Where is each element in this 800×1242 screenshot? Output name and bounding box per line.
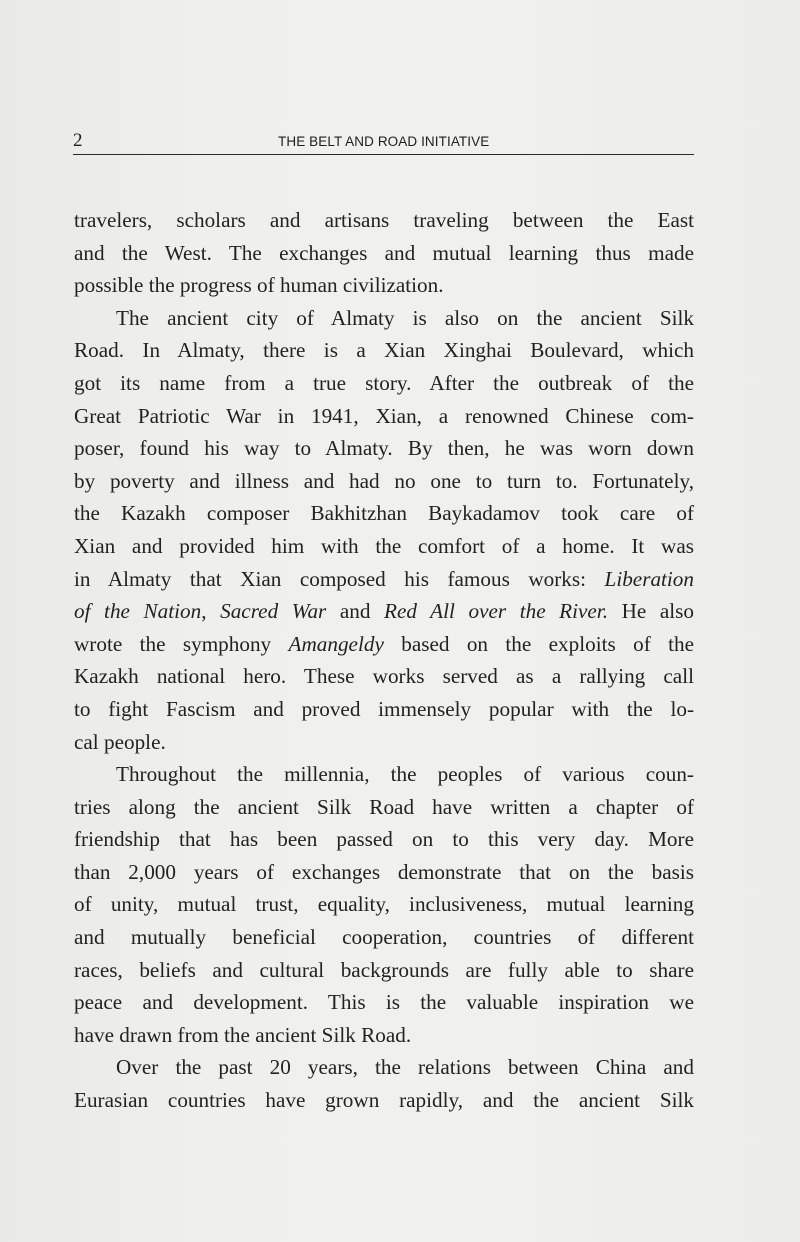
text-line: to fight Fascism and proved immensely popular with the lo- xyxy=(74,696,694,721)
text-line: Great Patriotic War in 1941, Xian, a renowned Chinese com- xyxy=(74,403,694,428)
text-line: the Kazakh composer Bakhitzhan Baykadamov took care of xyxy=(74,501,694,526)
text-line: Road. In Almaty, there is a Xian Xinghai Boulevard, which xyxy=(74,338,694,363)
text-line: poser, found his way to Almaty. By then, he was worn down xyxy=(74,436,694,461)
running-title: THE BELT AND ROAD INITIATIVE xyxy=(278,134,490,149)
text-line: The ancient city of Almaty is also on the ancient Silk xyxy=(116,305,694,330)
work-title: Red All over the River. xyxy=(384,599,609,624)
text-run: in Almaty that Xian composed his famous works: xyxy=(74,566,605,591)
text-line: got its name from a true story. After the outbreak of the xyxy=(74,370,694,395)
text-line: cal people. xyxy=(74,729,166,754)
work-title: Liberation xyxy=(604,566,694,591)
text-line xyxy=(74,628,694,661)
text-line: by poverty and illness and had no one to turn to. Fortunately, xyxy=(74,468,694,493)
text-line: Eurasian countries have grown rapidly, and the ancient Silk xyxy=(74,1088,694,1113)
work-title: Amangeldy xyxy=(288,631,384,656)
work-title: Sacred War xyxy=(220,599,327,624)
text-line xyxy=(74,595,694,628)
text-run: He also xyxy=(608,599,695,624)
text-line: and the West. The exchanges and mutual learning thus made xyxy=(74,240,694,265)
text-line: and mutually beneficial cooperation, countries of different xyxy=(74,925,694,950)
page-number: 2 xyxy=(73,130,83,151)
text-run: based on the exploits of the xyxy=(383,631,695,656)
text-line: friendship that has been passed on to this very day. More xyxy=(74,827,694,852)
text-line: than 2,000 years of exchanges demonstrate that on the basis xyxy=(74,859,694,884)
text-line: peace and development. This is the valuable inspiration we xyxy=(74,990,694,1015)
body-text xyxy=(74,204,694,1117)
text-line: travelers, scholars and artisans traveling between the East xyxy=(74,208,694,232)
text-line: Over the past 20 years, the relations between China and xyxy=(116,1055,694,1080)
work-title: of the Nation xyxy=(74,599,202,624)
text-run: wrote the symphony xyxy=(74,631,289,656)
text-line: Xian and provided him with the comfort of a home. It was xyxy=(74,533,694,558)
text-line: Throughout the millennia, the peoples of various coun- xyxy=(116,762,694,787)
text-line: of unity, mutual trust, equality, inclusiveness, mutual learning xyxy=(74,892,694,917)
text-run: and xyxy=(326,599,385,624)
text-line: Kazakh national hero. These works served as a rallying call xyxy=(74,664,694,689)
text-line: have drawn from the ancient Silk Road. xyxy=(74,1022,412,1047)
text-line: races, beliefs and cultural backgrounds are fully able to share xyxy=(74,957,694,982)
text-line: possible the progress of human civilization. xyxy=(74,273,444,298)
page-header xyxy=(73,130,694,155)
text-line xyxy=(74,563,694,596)
text-run: , xyxy=(201,599,221,624)
text-line: tries along the ancient Silk Road have written a chapter of xyxy=(74,794,694,819)
